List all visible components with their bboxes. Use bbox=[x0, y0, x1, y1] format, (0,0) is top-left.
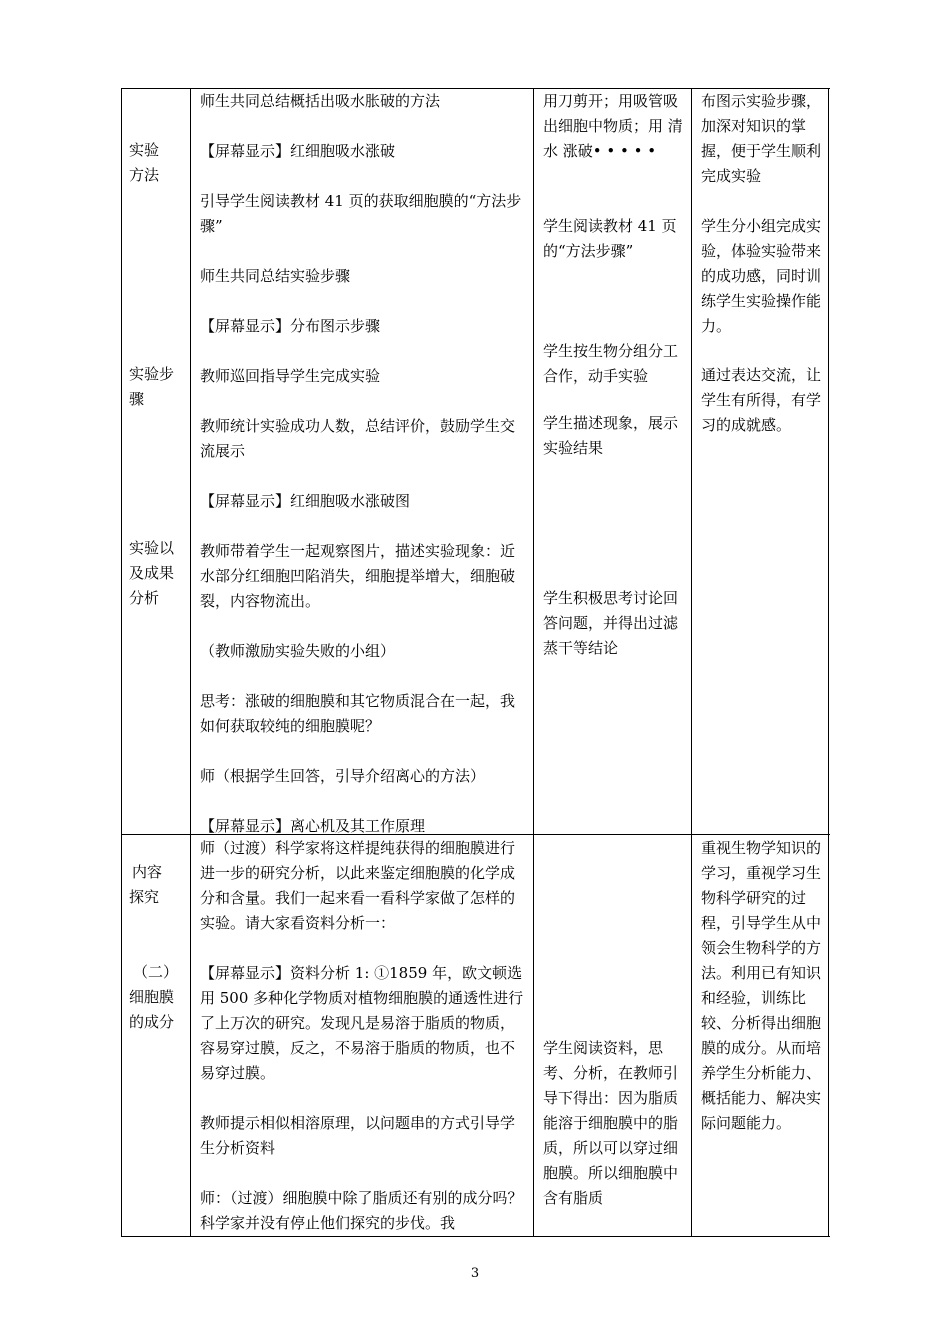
row1-teacher-activity bbox=[200, 89, 528, 839]
stage-label: 及成果 bbox=[129, 564, 175, 582]
teacher-paragraph: 师生共同总结实验步骤 bbox=[200, 267, 351, 285]
stage-label: 实验步 bbox=[129, 365, 175, 383]
teacher-paragraph: 教师提示相似相溶原理，以问题串的方式引导学生分析资料 bbox=[200, 1114, 516, 1157]
stage-label: 实验 bbox=[129, 141, 160, 159]
teacher-paragraph: 【屏幕显示】资料分析 1: ①1859 年，欧文顿选用 500 多种化学物质对植物细胞膜的通透性进行了上万次的研究。发现凡是易溶于脂质的物质，容易穿过膜，反之，不易溶于脂质的物质，也不易穿过膜。 bbox=[200, 964, 524, 1082]
row2-teacher-activity bbox=[200, 836, 528, 1236]
lesson-plan-table bbox=[121, 88, 830, 1237]
teacher-paragraph: 教师巡回指导学生完成实验 bbox=[200, 367, 381, 385]
column-divider bbox=[190, 88, 191, 1237]
teacher-paragraph: 师（过渡）科学家将这样提纯获得的细胞膜进行进一步的研究分析，以此来鉴定细胞膜的化学成分和含量。我们一起来看一看科学家做了怎样的实验。请大家看资料分析一： bbox=[200, 839, 516, 932]
student-paragraph: 学生阅读资料，思考、分析，在教师引导下得出：因为脂质能溶于细胞膜中的脂质，所以可以穿过细胞膜。所以细胞膜中含有脂质 bbox=[543, 1039, 679, 1207]
stage-label: 细胞膜 bbox=[129, 988, 175, 1006]
table-left-border bbox=[121, 88, 122, 1237]
teacher-paragraph: 【屏幕显示】红细胞吸水涨破 bbox=[200, 142, 396, 160]
teacher-paragraph: 思考：涨破的细胞膜和其它物质混合在一起，我如何获取较纯的细胞膜呢？ bbox=[200, 692, 516, 735]
stage-label: 探究 bbox=[129, 888, 160, 906]
student-paragraph: 学生按生物分组分工合作，动手实验 bbox=[543, 342, 679, 385]
column-divider bbox=[533, 88, 534, 1237]
teacher-paragraph: 教师统计实验成功人数，总结评价，鼓励学生交流展示 bbox=[200, 417, 516, 460]
stage-label: 的成分 bbox=[129, 1013, 175, 1031]
column-divider bbox=[691, 88, 692, 1237]
teacher-paragraph: 【屏幕显示】红细胞吸水涨破图 bbox=[200, 492, 411, 510]
student-paragraph: 学生阅读教材 41 页的“方法步骤” bbox=[543, 217, 677, 260]
table-right-border bbox=[828, 88, 829, 1237]
stage-label: 骤 bbox=[129, 390, 145, 408]
table-bottom-border bbox=[121, 1236, 830, 1237]
stage-label: 分析 bbox=[129, 589, 160, 607]
intent-paragraph: 通过表达交流，让学生有所得，有学习的成就感。 bbox=[701, 366, 822, 434]
teacher-paragraph: 【屏幕显示】分布图示步骤 bbox=[200, 317, 381, 335]
intent-paragraph: 学生分小组完成实验，体验实验带来的成功感，同时训练学生实验操作能力。 bbox=[701, 217, 822, 335]
teacher-paragraph: 师（根据学生回答，引导介绍离心的方法） bbox=[200, 767, 486, 785]
stage-label: 内容 bbox=[132, 863, 163, 881]
teacher-paragraph: 师：（过渡）细胞膜中除了脂质还有别的成分吗？科学家并没有停止他们探究的步伐。我 bbox=[200, 1189, 523, 1232]
student-paragraph: 学生描述现象，展示实验结果 bbox=[543, 414, 679, 457]
stage-label: （二） bbox=[133, 963, 179, 981]
teacher-paragraph: 教师带着学生一起观察图片，描述实验现象：近水部分红细胞凹陷消失，细胞提举增大，细胞破裂，内容物流出。 bbox=[200, 542, 516, 610]
student-paragraph: 用刀剪开；用吸管吸出细胞中物质；用 清 水 涨破• • • • • bbox=[543, 92, 683, 160]
stage-label: 实验以 bbox=[129, 539, 175, 557]
teacher-paragraph: 师生共同总结概括出吸水胀破的方法 bbox=[200, 92, 441, 110]
teacher-paragraph: （教师激励实验失败的小组） bbox=[200, 642, 396, 660]
student-paragraph: 学生积极思考讨论回答问题，并得出过滤蒸干等结论 bbox=[543, 589, 679, 657]
page-number: 3 bbox=[470, 1266, 480, 1281]
teacher-paragraph: 引导学生阅读教材 41 页的获取细胞膜的“方法步骤” bbox=[200, 192, 522, 235]
intent-paragraph: 重视生物学知识的学习，重视学习生物科学研究的过程，引导学生从中领会生物科学的方法。利用已有知识和经验，训练比较、分析得出细胞膜的成分。从而培养学生分析能力、概括能力、解决实际问题能力。 bbox=[701, 839, 822, 1132]
intent-paragraph: 布图示实验步骤，加深对知识的掌握，便于学生顺利完成实验 bbox=[701, 92, 822, 185]
teacher-paragraph: 【屏幕显示】离心机及其工作原理 bbox=[200, 817, 426, 835]
stage-label: 方法 bbox=[129, 166, 160, 184]
